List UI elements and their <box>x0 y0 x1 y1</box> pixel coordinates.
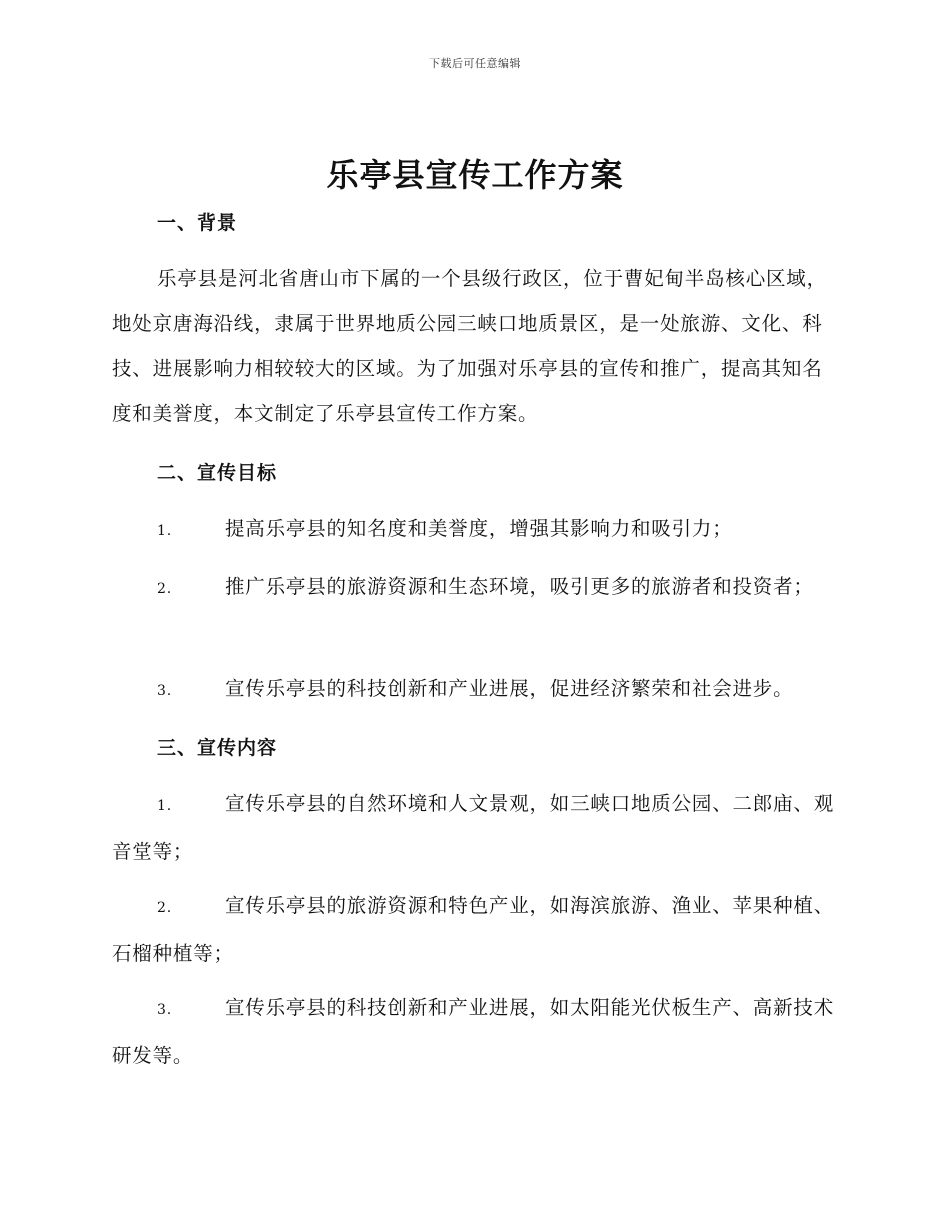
list-item-text: 宣传乐亭县的科技创新和产业进展，促进经济繁荣和社会进步。 <box>225 677 794 700</box>
document-title: 乐亭县宣传工作方案 <box>326 156 624 194</box>
list-item-text: 宣传乐亭县的旅游资源和特色产业，如海滨旅游、渔业、苹果种植、石榴种植等； <box>112 894 835 965</box>
section-heading-goals: 二、宣传目标 <box>157 462 278 484</box>
list-item <box>112 781 834 874</box>
list-number: 2. <box>157 581 172 597</box>
list-item-text: 推广乐亭县的旅游资源和生态环境，吸引更多的旅游者和投资者； <box>225 575 814 598</box>
list-number: 1. <box>157 523 172 539</box>
section-heading-content: 三、宣传内容 <box>157 737 278 759</box>
list-number: 3. <box>157 683 172 699</box>
list-item <box>112 506 834 554</box>
section-heading-background: 一、背景 <box>157 212 238 234</box>
list-item <box>112 985 834 1078</box>
list-item-text: 宣传乐亭县的科技创新和产业进展，如太阳能光伏板生产、高新技术研发等。 <box>112 996 835 1067</box>
list-item-text: 宣传乐亭县的自然环境和人文景观，如三峡口地质公园、二郎庙、观音堂等； <box>112 792 835 863</box>
background-paragraph: 乐亭县是河北省唐山市下属的一个县级行政区，位于曹妃甸半岛核心区域，地处京唐海沿线，隶属于世界地质公园三峡口地质景区，是一处旅游、文化、科技、进展影响力相较较大的区域。为了加强对乐亭县的宣传和推广，提高其知名度和美誉度，本文制定了乐亭县宣传工作方案。 <box>112 267 827 425</box>
list-number: 1. <box>157 798 172 814</box>
list-number: 3. <box>157 1002 172 1018</box>
list-item <box>112 883 834 976</box>
list-item-text: 提高乐亭县的知名度和美誉度，增强其影响力和吸引力； <box>225 517 733 540</box>
list-item <box>112 564 834 612</box>
list-number: 2. <box>157 900 172 916</box>
header-note: 下载后可任意编辑 <box>429 57 521 70</box>
list-item <box>112 666 834 714</box>
